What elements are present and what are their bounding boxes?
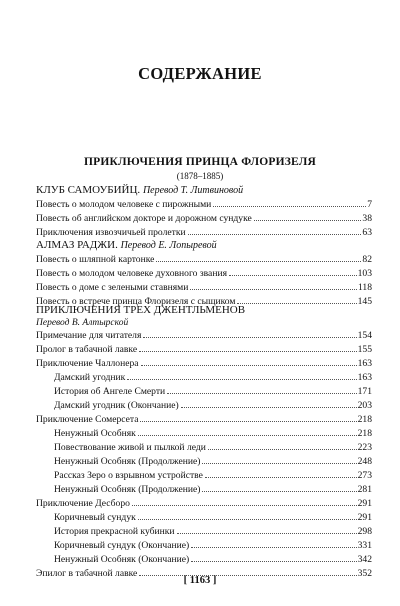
toc-entry-title: Ненужный Особняк (Продолжение): [54, 456, 201, 467]
toc-entry: [36, 413, 372, 427]
toc-entry-page: 273: [357, 470, 372, 481]
toc-entry-title: Повесть об английском докторе и дорожном сундуке: [36, 213, 252, 224]
dot-leader: [191, 547, 356, 548]
dot-leader: [140, 421, 356, 422]
section-entries: [36, 329, 372, 581]
section-translator: Перевод Е. Лопыревой: [120, 240, 217, 251]
toc-entry-page: 145: [357, 296, 372, 307]
toc-entry: [36, 469, 372, 483]
toc-entry-page: 203: [357, 400, 372, 411]
toc-entry: [36, 343, 372, 357]
toc-entry-page: 118: [357, 282, 372, 293]
dot-leader: [254, 220, 362, 221]
section-entries: [36, 198, 372, 240]
toc-entry: [36, 198, 372, 212]
toc-entry-page: 331: [357, 540, 372, 551]
dot-leader: [127, 379, 356, 380]
toc-entry: [36, 212, 372, 226]
toc-entry-page: 298: [357, 526, 372, 537]
section-three-gentlemen: [36, 303, 372, 581]
toc-entry-page: 218: [357, 428, 372, 439]
dot-leader: [143, 337, 356, 338]
toc-entry-title: Коричневый сундук: [54, 512, 136, 523]
toc-entry-title: История прекрасной кубинки: [54, 526, 175, 537]
dot-leader: [167, 393, 356, 394]
toc-entry-title: Приключение Чаллонера: [36, 358, 139, 369]
toc-entry-page: 223: [357, 442, 372, 453]
toc-entry-title: Повесть о молодом человеке с пирожными: [36, 199, 212, 210]
toc-entry-title: История об Ангеле Смерти: [54, 386, 166, 397]
page-heading: СОДЕРЖАНИЕ: [138, 64, 262, 83]
toc-entry: [36, 253, 372, 267]
toc-entry-page: 155: [357, 344, 372, 355]
toc-entry: [36, 497, 372, 511]
toc-entry: [36, 385, 372, 399]
dot-leader: [202, 491, 356, 492]
toc-entry-page: 281: [357, 484, 372, 495]
toc-entry: [36, 511, 372, 525]
toc-entry-title: Ненужный Особняк: [54, 428, 136, 439]
section-translator: Перевод В. Алтырской: [36, 318, 129, 328]
toc-entry-page: 82: [362, 254, 372, 265]
toc-entry-page: 352: [357, 568, 372, 579]
toc-entry-title: Приключение Сомерсета: [36, 414, 139, 425]
dot-leader: [188, 234, 362, 235]
dot-leader: [191, 561, 356, 562]
toc-entry-page: 38: [362, 213, 372, 224]
section-title-text: АЛМАЗ РАДЖИ.: [36, 239, 118, 251]
dot-leader: [156, 261, 361, 262]
toc-entry: [36, 329, 372, 343]
dot-leader: [213, 206, 366, 207]
section-title: [36, 183, 372, 198]
toc-entry-title: Приключения извозчичьей пролетки: [36, 227, 186, 238]
section-translator: Перевод Т. Литвиновой: [142, 185, 244, 196]
toc-entry-page: 171: [357, 386, 372, 397]
section-title: [36, 238, 372, 253]
toc-entry: [36, 539, 372, 553]
dot-leader: [138, 435, 357, 436]
section-entries: [36, 253, 372, 309]
toc-entry-title: Рассказ Зеро о взрывном устройстве: [54, 470, 203, 481]
toc-entry: [36, 371, 372, 385]
toc-entry-title: Дамский угодник (Окончание): [54, 400, 179, 411]
toc-entry-title: Ненужный Особняк (Продолжение): [54, 484, 201, 495]
page-number: [ 1163 ]: [183, 575, 217, 586]
dot-leader: [208, 449, 357, 450]
dot-leader: [141, 365, 357, 366]
dot-leader: [139, 351, 357, 352]
work-years: (1878–1885): [176, 171, 224, 181]
dot-leader: [181, 407, 357, 408]
work-title: ПРИКЛЮЧЕНИЯ ПРИНЦА ФЛОРИЗЕЛЯ: [83, 156, 317, 168]
toc-entry: [36, 525, 372, 539]
toc-entry-title: Повесть о молодом человеке духовного звания: [36, 268, 227, 279]
toc-entry-page: 154: [357, 330, 372, 341]
toc-entry-title: Пролог в табачной лавке: [36, 344, 138, 355]
toc-entry-title: Приключение Десборо: [36, 498, 130, 509]
toc-entry-page: 103: [357, 268, 372, 279]
toc-entry-title: Повесть о встрече принца Флоризеля с сыщиком: [36, 296, 236, 307]
toc-entry: [36, 427, 372, 441]
toc-entry-title: Коричневый сундук (Окончание): [54, 540, 190, 551]
dot-leader: [138, 519, 357, 520]
toc-entry-page: 248: [357, 456, 372, 467]
toc-entry-page: 163: [357, 358, 372, 369]
toc-entry: [36, 483, 372, 497]
toc-entry-page: 342: [357, 554, 372, 565]
toc-entry-page: 218: [357, 414, 372, 425]
toc-entry-title: Примечание для читателя: [36, 330, 142, 341]
toc-entry: [36, 281, 372, 295]
section-rajah-diamond: [36, 238, 372, 309]
dot-leader: [205, 477, 357, 478]
toc-entry-title: Ненужный Особняк (Окончание): [54, 554, 190, 565]
toc-entry-title: Эпилог в табачной лавке: [36, 568, 138, 579]
toc-entry-title: Повествование живой и пылкой леди: [54, 442, 206, 453]
toc-entry: [36, 441, 372, 455]
toc-entry-title: Повесть о доме с зелеными ставнями: [36, 282, 189, 293]
dot-leader: [177, 533, 357, 534]
dot-leader: [190, 289, 357, 290]
toc-entry: [36, 357, 372, 371]
section-title-text: КЛУБ САМОУБИЙЦ.: [36, 184, 141, 196]
section-title: ПРИКЛЮЧЕНИЯ ТРЕХ ДЖЕНТЛЬМЕНОВ: [36, 304, 246, 316]
dot-leader: [202, 463, 356, 464]
toc-entry-page: 163: [357, 372, 372, 383]
toc-entry-title: Дамский угодник: [54, 372, 126, 383]
toc-entry-page: 291: [357, 512, 372, 523]
dot-leader: [229, 275, 357, 276]
section-suicide-club: [36, 183, 372, 240]
toc-entry-title: Повесть о шляпной картонке: [36, 254, 155, 265]
toc-entry: [36, 455, 372, 469]
toc-entry: [36, 399, 372, 413]
toc-entry-page: 7: [367, 199, 372, 210]
toc-entry: [36, 553, 372, 567]
dot-leader: [132, 505, 357, 506]
toc-entry-page: 291: [357, 498, 372, 509]
toc-entry: [36, 267, 372, 281]
toc-entry-page: 63: [362, 227, 372, 238]
